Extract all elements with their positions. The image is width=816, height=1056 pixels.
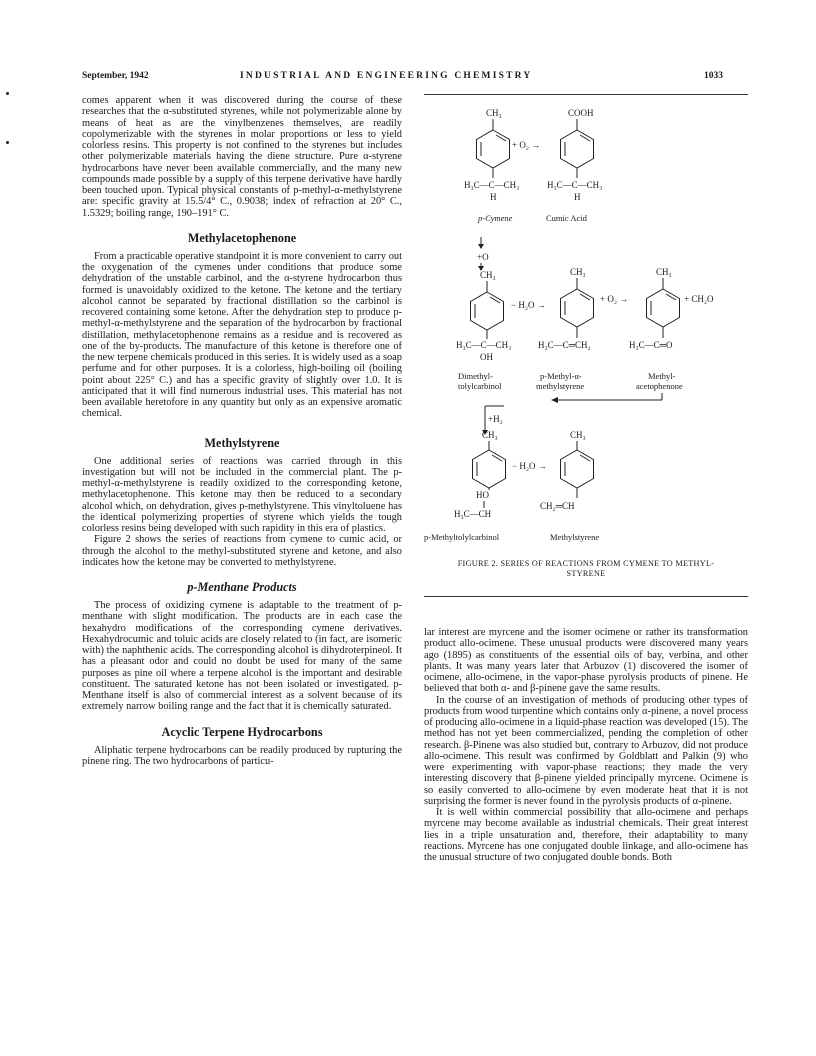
running-header-date: September, 1942 <box>82 71 149 81</box>
secalcohol-sub: H₃C—CH <box>454 509 492 519</box>
plus-h2-label: +H₂ <box>488 414 503 424</box>
paragraph: The process of oxidizing cymene is adaptable to the treatment of p-menthane with slight modification. The products are in each case the hexahydro modifications of the corresponding cymene derivatives. Hexahydrocumic and toluic acids are closely related to (in fact, are isomeric with) the naphthenic acids. The corresponding alcohol is dihydroterpineol. It has a pleasant odor and could no doubt be used for many of the same purposes as pine oil where a terpene alcohol is the important and desirable constituent. The saturated ketone has not been isolated or investigated. p-Menthane itself is also of commercial interest as a solvent because of its extremely narrow boiling range and the fact that it is chemically saturated. <box>82 600 402 713</box>
cymene-ch3: CH₃ <box>486 108 502 118</box>
secalcohol-ho: HO <box>476 490 489 500</box>
benzene-ring <box>647 289 680 327</box>
plus-o2-arrow-2: + O₂ → <box>600 294 629 304</box>
minus-h2o-arrow-1: − H₂O → <box>511 300 546 310</box>
paragraph: Figure 2 shows the series of reactions from cymene to cumic acid, or through the alcohol to the methyl-substituted styrene and ketone, and also indicates how the ketone may be converted to methylstyrene. <box>82 534 402 568</box>
plus-o2-arrow-1: + O₂ → <box>512 140 541 150</box>
carbinol-oh: OH <box>480 352 493 362</box>
label-carbinol-1: Dimethyl- <box>458 371 493 381</box>
figure-caption-line2: STYRENE <box>566 569 606 578</box>
paragraph: From a practicable operative standpoint it is more convenient to carry out the oxygenation of the cymenes under conditions that produce some dehydration of the unstable carbinol, and the α-styrene hydrocarbon thus formed is unavoidably oxidized to the ketone. The ketone and the tertiary alcohol cannot be separated by fractional distillation so the carbinol is recovered containing some ketone. After the dehydration step to produce p-methyl-α-methylstyrene and the separation of the hydrocarbon by fractional distillation, methylacetophenone remains as a residue and is recovered as one of the by-products. The manufacture of this ketone is therefore one of the new terpene chemicals produced in this series. It is widely used as a soap perfume and for other purposes. It is a colorless, high-boiling oil (boiling point about 225° C.) and has a specific gravity of slightly over 1.0. It is anticipated that it will find numerous industrial uses. This material has not been available heretofore in any quantity but only as an expensive aromatic chemical. <box>82 250 402 420</box>
label-methylstyrene: Methylstyrene <box>550 532 600 542</box>
label-p-cymene: p-Cymene <box>478 213 513 223</box>
carbinol-sub: H₃C—C—CH₃ <box>456 340 512 350</box>
minus-h2o-arrow-2: − H₂O → <box>512 461 547 471</box>
cymene-isopropyl: H₃C—C—CH₃ <box>464 180 520 190</box>
benzene-ring <box>561 289 594 327</box>
benzene-ring <box>561 130 594 168</box>
arrow-head <box>551 397 558 403</box>
paragraph: Aliphatic terpene hydrocarbons can be readily produced by rupturing the pinene ring. The two hydrocarbons of particu- <box>82 744 402 767</box>
secalcohol-ch3: CH₃ <box>482 430 498 440</box>
margin-speck <box>6 92 9 95</box>
section-heading-methylstyrene: Methylstyrene <box>204 435 280 450</box>
paragraph: It is well within commercial possibility that allo-ocimene and perhaps myrcene may become available as industrial chemicals. Their great interest lies in a triple unsaturation and, therefore, their adaptability to many reactions. Myrcene has one conjugated double linkage, and allo-ocimene has the unusual structure of two conjugated double bonds. Both <box>424 807 748 863</box>
arrow-head <box>478 244 484 249</box>
label-styrene-2: methylstyrene <box>536 381 585 391</box>
running-header-journal: INDUSTRIAL AND ENGINEERING CHEMISTRY <box>240 71 533 81</box>
figure-2 <box>424 94 748 590</box>
left-column <box>82 95 402 767</box>
paragraph: One additional series of reactions was carried through in this investigation but will not be included in the commercial plant. The p-methyl-α-methylstyrene is readily oxidized to the corresponding ketone, methylacetophenone. This ketone may then be reduced to a secondary alcohol which, on dehydration, gives p-methylstyrene. This vinyltoluene has the identical polymerizing properties of styrene which yields the tough colorless resins being developed with such rapidity in this era of plastics. <box>82 455 402 534</box>
plus-ch2o: + CH₂O <box>684 294 714 304</box>
label-cumic-acid: Cumic Acid <box>546 213 587 223</box>
cumic-h: H <box>574 192 581 202</box>
label-styrene-1: p-Methyl-α- <box>540 371 582 381</box>
section-heading-acyclic: Acyclic Terpene Hydrocarbons <box>161 724 323 739</box>
cumic-cooh: COOH <box>568 108 594 118</box>
label-carbinol-2: tolylcarbinol <box>458 381 502 391</box>
styrene-ch3: CH₃ <box>570 267 586 277</box>
paragraph: lar interest are myrcene and the isomer ocimene or rather its transformation product allo-ocimene. These unusual products were discovered many years ago (1895) as constituents of the essential oils of bay, verbina, and other plants. It was many years later that Arbuzov (1) discovered the isomer of ocimene, allo-ocimene, in the vapor-phase pyrolysis products of pinene. He believed that both α- and β-pinene gave the same results. <box>424 627 748 695</box>
methylstyrene-sub: CH₂═CH <box>540 501 575 511</box>
page-number: 1033 <box>704 71 723 81</box>
benzene-ring <box>473 450 506 488</box>
plus-o-label: +O <box>477 252 489 262</box>
reaction-scheme <box>424 94 748 574</box>
benzene-ring <box>561 450 594 488</box>
section-heading-menthane: p-Menthane Products <box>187 580 297 594</box>
cumic-isopropyl: H₃C—C—CH₃ <box>547 180 603 190</box>
figure-bottom-rule <box>424 596 748 597</box>
styrene-sub: H₃C—C═CH₂ <box>538 340 591 350</box>
cymene-h: H <box>490 192 497 202</box>
paragraph: comes apparent when it was discovered during the course of these researches that the α-substituted styrenes, while not polymerizable alone by means of heat as are the vinylbenzenes themselves, are readily copolymerizable with the styrenes in molar proportions or less to yield colorless resins. This property is not confined to the styrenes but includes other polymerizable materials having the diene structure. Pure α-styrene hydrocarbons have never been available commercially, and the many new compounds made possible by a supply of this terpene derivative have hardly been touched upon. Typical physical constants of p-methyl-α-methylstyrene are: specific gravity at 15.5/4° C., 0.9038; index of refraction at 20° C., 1.5329; boiling range, 190–191° C. <box>82 95 402 219</box>
paragraph: In the course of an investigation of methods of producing other types of products from wood turpentine which contains only α-pinene, a novel process of producing allo-ocimene in a liquid-phase reaction was developed (15). The method has not yet been commercialized, pending the completion of other research. β-Pinene was also studied but, contrary to Arbuzov, did not produce allo-ocimene. This result was confirmed by Goldblatt and Palkin (9) who were experimenting with vapor-phase reactions; they made the very interesting discovery that β-pinene yielded principally myrcene. Ocimene is so easily converted to allo-ocimene by even moderate heat that it is not surprising the former is never found in the pyrolysis products of α-pinene. <box>424 694 748 807</box>
ketone-ch3: CH₃ <box>656 267 672 277</box>
label-ketone-2: acetophenone <box>636 381 683 391</box>
right-column <box>424 627 748 863</box>
ketone-sub: H₃C—C═O <box>629 340 673 350</box>
benzene-ring <box>477 130 510 168</box>
label-methyltolylcarbinol: p-Methyltolylcarbinol <box>424 532 500 542</box>
carbinol-ch3: CH₃ <box>480 270 496 280</box>
margin-speck <box>6 141 9 144</box>
benzene-ring <box>471 292 504 330</box>
figure-caption-line1: FIGURE 2. SERIES OF REACTIONS FROM CYMENE TO METHYL- <box>457 559 715 568</box>
label-ketone-1: Methyl- <box>648 371 676 381</box>
section-heading-methylacetophenone: Methylacetophenone <box>187 230 297 245</box>
methylstyrene-ch3: CH₃ <box>570 430 586 440</box>
